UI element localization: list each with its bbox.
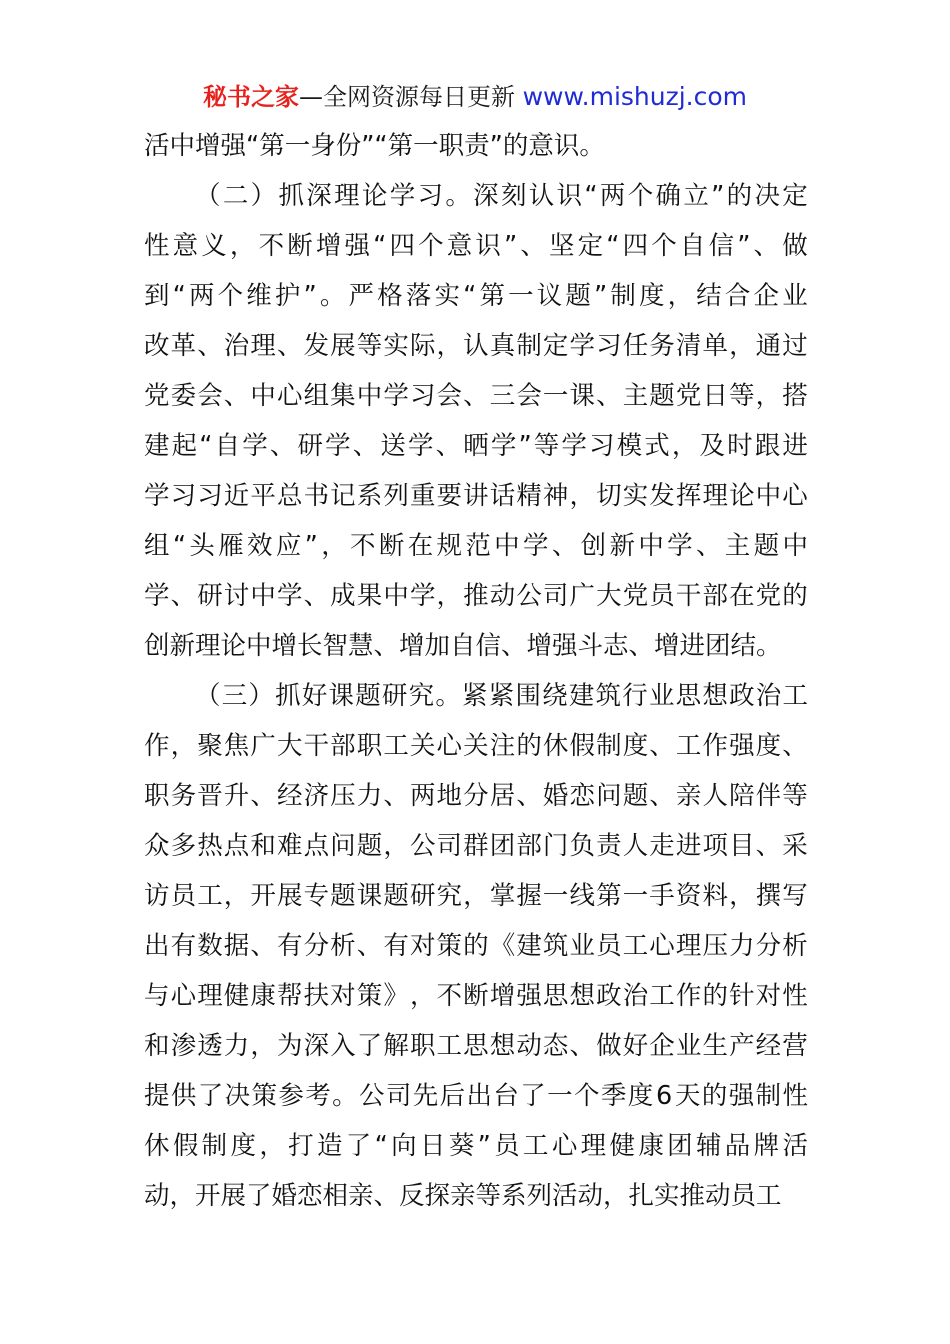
text-line: 创新理论中增长智慧、增加自信、增强斗志、增进团结。	[144, 631, 782, 661]
text-line: 到 “ 两 个 维 护 ” 。 严 格 落 实 “ 第 一 议 题 ” 制 度 ， 结 合 企 业	[144, 281, 808, 311]
site-tagline: —全网资源每日更新	[298, 83, 515, 111]
text-line: 组 “ 头 雁 效 应 ” ， 不 断 在 规 范 中 学 、 创 新 中 学 、 主 题 中	[144, 531, 808, 561]
text-line: （ 三 ） 抓 好 课 题 研 究 。 紧 紧 围 绕 建 筑 行 业 思 想 政 治 工	[195, 681, 808, 711]
paragraph	[144, 121, 808, 171]
text-line: 学 、 研 讨 中 学 、 成 果 中 学 ， 推 动 公 司 广 大 党 员 干 部 在 党 的	[144, 581, 808, 611]
site-url-link[interactable]: www.mishuzj.com	[522, 82, 748, 111]
text-line: 和 渗 透 力 ， 为 深 入 了 解 职 工 思 想 动 态 、 做 好 企 业 生 产 经 营	[144, 1031, 808, 1061]
text-line: （ 二 ） 抓 深 理 论 学 习 。 深 刻 认 识 “ 两 个 确 立 ” 的 决 定	[195, 181, 808, 211]
text-line: 改 革 、 治 理 、 发 展 等 实 际 ， 认 真 制 定 学 习 任 务 清 单 ， 通 过	[144, 331, 808, 361]
text-line: 访 员 工 ， 开 展 专 题 课 题 研 究 ， 掌 握 一 线 第 一 手 资 料 ， 撰 写	[144, 881, 808, 911]
text-line: 职 务 晋 升 、 经 济 压 力 、 两 地 分 居 、 婚 恋 问 题 、 亲 人 陪 伴 等	[144, 781, 808, 811]
text-line: 众 多 热 点 和 难 点 问 题 ， 公 司 群 团 部 门 负 责 人 走 进 项 目 、 采	[144, 831, 808, 861]
document-body	[144, 121, 808, 1221]
text-line: 党 委 会 、 中 心 组 集 中 学 习 会 、 三 会 一 课 、 主 题 党 日 等 ， 搭	[144, 381, 808, 411]
text-line: 作 ， 聚 焦 广 大 干 部 职 工 关 心 关 注 的 休 假 制 度 、 工 作 强 度 、	[144, 731, 808, 761]
text-line: 性 意 义 ， 不 断 增 强 “ 四 个 意 识 ” 、 坚 定 “ 四 个 自 信 ” 、 做	[144, 231, 808, 261]
text-line: 与 心 理 健 康 帮 扶 对 策 》 ， 不 断 增 强 思 想 政 治 工 作 的 针 对 性	[144, 981, 808, 1011]
site-header	[0, 80, 950, 114]
paragraph	[144, 171, 808, 671]
text-line: 活中增强“第一身份”“第一职责”的意识。	[144, 131, 605, 161]
text-line: 休 假 制 度 ， 打 造 了 “ 向 日 葵 ” 员 工 心 理 健 康 团 辅 品 牌 活	[144, 1131, 808, 1161]
site-brand: 秘书之家	[202, 83, 299, 111]
text-line: 出 有 数 据 、 有 分 析 、 有 对 策 的 《 建 筑 业 员 工 心 理 压 力 分 析	[144, 931, 808, 961]
text-line: 动，开展了婚恋相亲、反探亲等系列活动，扎实推动员工	[144, 1181, 782, 1211]
text-line: 建 起 “ 自 学 、 研 学 、 送 学 、 晒 学 ” 等 学 习 模 式 ， 及 时 跟 进	[144, 431, 808, 461]
paragraph	[144, 671, 808, 1221]
text-line: 提 供 了 决 策 参 考 。 公 司 先 后 出 台 了 一 个 季 度 6 天 的 强 制 性	[144, 1081, 808, 1111]
text-line: 学 习 习 近 平 总 书 记 系 列 重 要 讲 话 精 神 ， 切 实 发 挥 理 论 中 心	[144, 481, 808, 511]
